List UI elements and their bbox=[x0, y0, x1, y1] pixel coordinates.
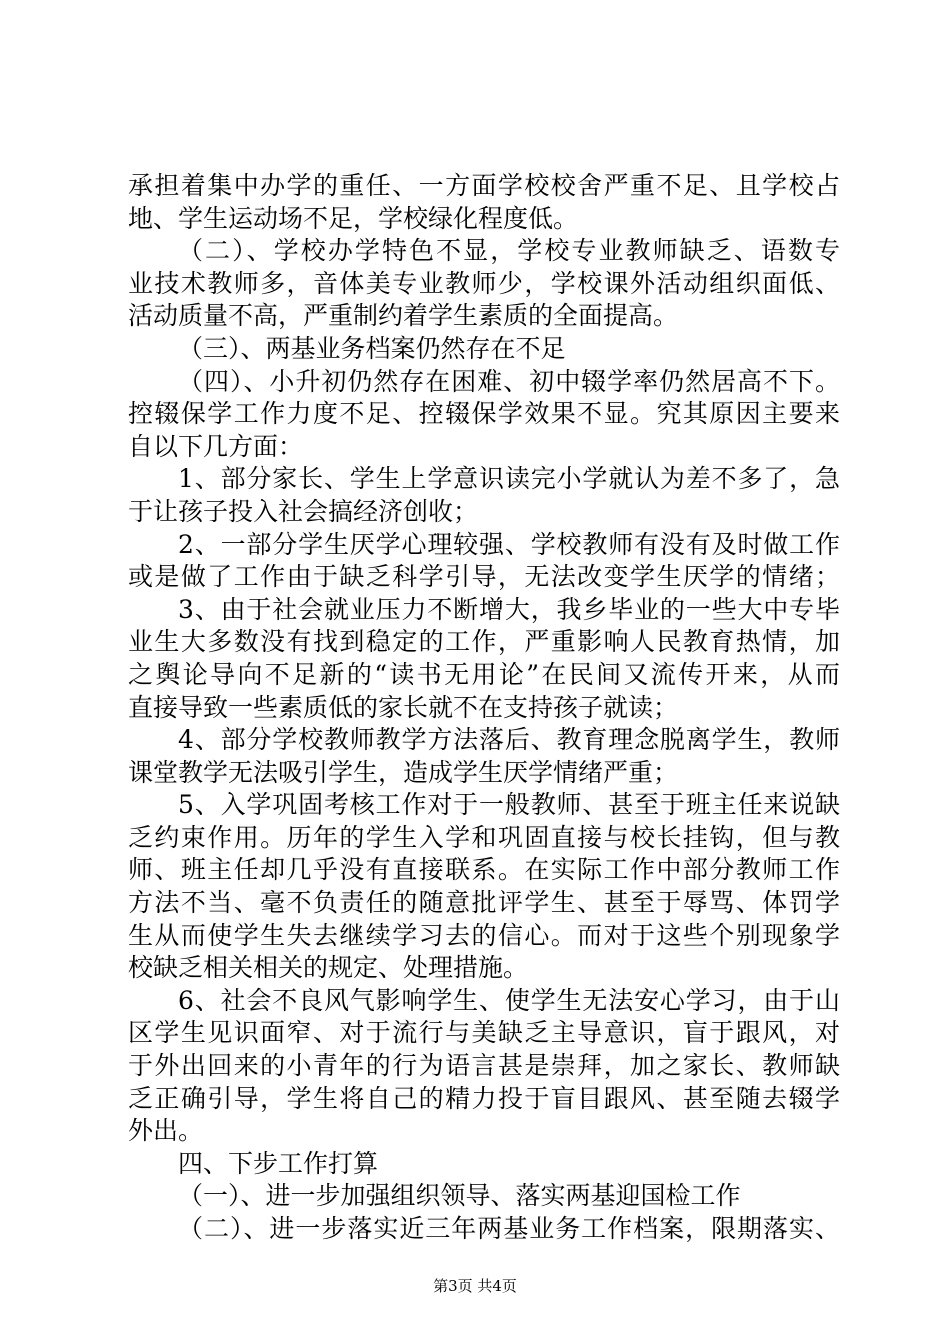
text-line: 或是做了工作由于缺乏科学引导，无法改变学生厌学的情绪； bbox=[128, 562, 840, 592]
text-line: （一）、进一步加强组织领导、落实两基迎国检工作 bbox=[178, 1181, 741, 1211]
text-line: （四）、小升初仍然存在困难、初中辍学率仍然居高不下。 bbox=[178, 366, 840, 396]
text-line: 乏约束作用。历年的学生入学和巩固直接与校长挂钩，但与教 bbox=[128, 822, 840, 852]
text-line: 四、下步工作打算 bbox=[178, 1148, 379, 1178]
text-line: 区学生见识面窄、对于流行与美缺乏主导意识，盲于跟风，对 bbox=[128, 1018, 840, 1048]
body-text bbox=[128, 170, 840, 1246]
text-line: 自以下几方面： bbox=[128, 431, 304, 461]
text-line: 5、入学巩固考核工作对于一般教师、甚至于班主任来说缺 bbox=[178, 790, 840, 820]
text-line: 师、班主任却几乎没有直接联系。在实际工作中部分教师工作 bbox=[128, 855, 840, 885]
text-line: 2、一部分学生厌学心理较强、学校教师有没有及时做工作 bbox=[178, 529, 840, 559]
text-line: 3、由于社会就业压力不断增大，我乡毕业的一些大中专毕 bbox=[178, 594, 840, 624]
text-line: （二）、进一步落实近三年两基业务工作档案，限期落实、 bbox=[178, 1214, 840, 1243]
text-line: 6、社会不良风气影响学生、使学生无法安心学习，由于山 bbox=[178, 985, 840, 1015]
text-line: 外出。 bbox=[128, 1116, 204, 1146]
text-line: 业生大多数没有找到稳定的工作，严重影响人民教育热情，加 bbox=[128, 627, 840, 657]
text-line: 4、部分学校教师教学方法落后、教育理念脱离学生，教师 bbox=[178, 725, 840, 755]
page-footer: 第3页 共4页 bbox=[433, 1277, 517, 1295]
text-line: 方法不当、毫不负责任的随意批评学生、甚至于辱骂、体罚学 bbox=[128, 888, 840, 918]
text-line: 于让孩子投入社会搞经济创收； bbox=[128, 496, 479, 526]
text-line: 生从而使学生失去继续学习去的信心。而对于这些个别现象学 bbox=[128, 920, 840, 950]
text-line: （二）、学校办学特色不显，学校专业教师缺乏、语数专 bbox=[178, 236, 840, 266]
text-line: 活动质量不高，严重制约着学生素质的全面提高。 bbox=[128, 301, 679, 331]
text-line: 直接导致一些素质低的家长就不在支持孩子就读； bbox=[128, 692, 679, 722]
text-line: 校缺乏相关相关的规定、处理措施。 bbox=[128, 953, 529, 983]
text-line: 地、学生运动场不足，学校绿化程度低。 bbox=[128, 203, 579, 233]
text-line: 乏正确引导，学生将自己的精力投于盲目跟风、甚至随去辍学 bbox=[128, 1083, 840, 1113]
text-line: 承担着集中办学的重任、一方面学校校舍严重不足、且学校占 bbox=[128, 171, 840, 200]
text-line: 1、部分家长、学生上学意识读完小学就认为差不多了，急 bbox=[178, 464, 840, 494]
text-line: 控辍保学工作力度不足、控辍保学效果不显。究其原因主要来 bbox=[128, 399, 840, 429]
text-line: 于外出回来的小青年的行为语言甚是崇拜，加之家长、教师缺 bbox=[128, 1051, 840, 1081]
text-line: 之舆论导向不足新的“读书无用论”在民间又流传开来，从而 bbox=[128, 659, 840, 689]
text-line: （三）、两基业务档案仍然存在不足 bbox=[178, 333, 566, 363]
text-line: 课堂教学无法吸引学生，造成学生厌学情绪严重； bbox=[128, 757, 679, 787]
text-line: 业技术教师多，音体美专业教师少，学校课外活动组织面低、 bbox=[128, 268, 840, 298]
